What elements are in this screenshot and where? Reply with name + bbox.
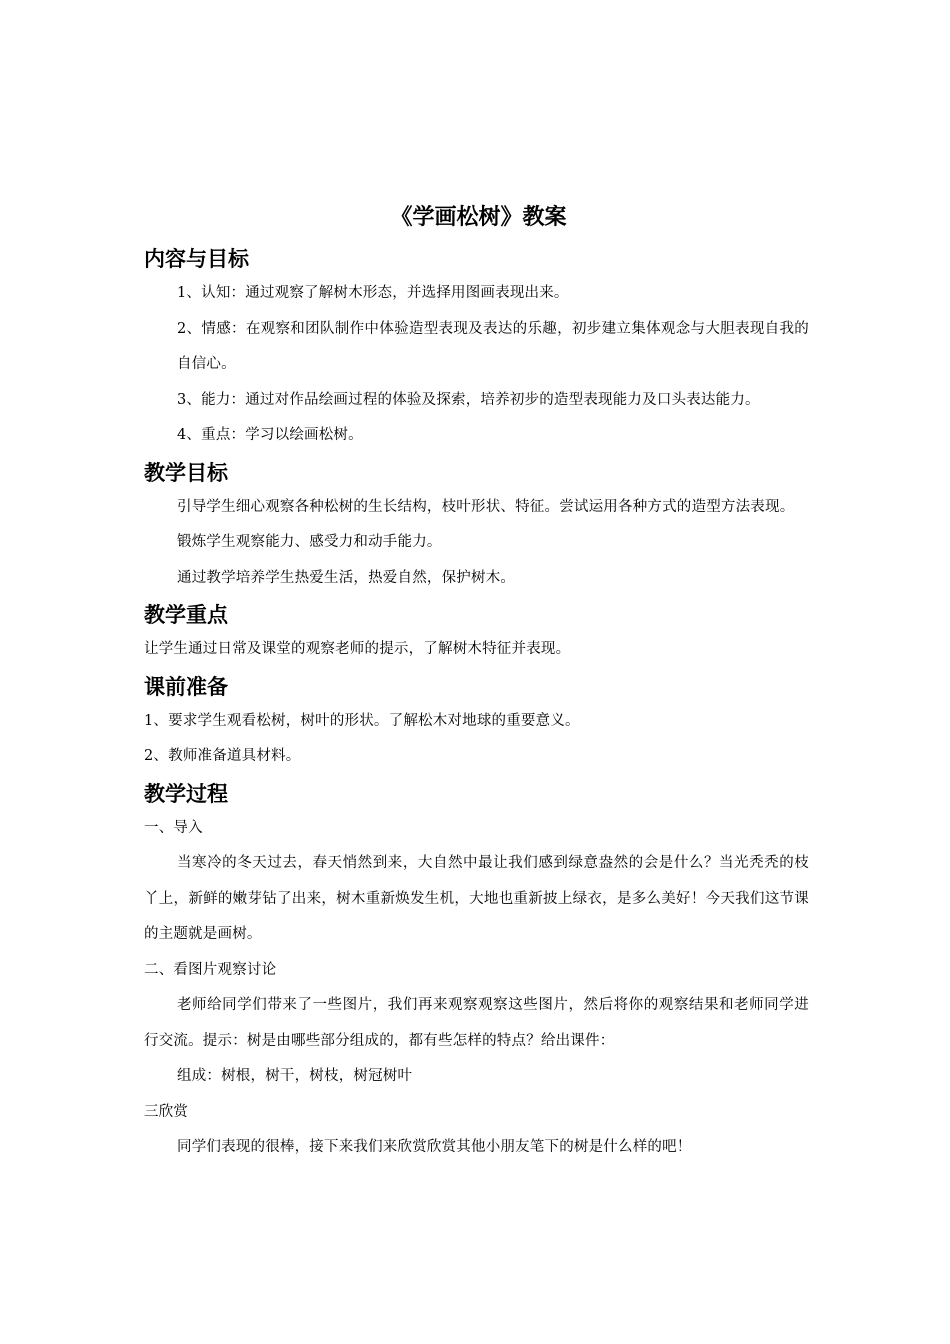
process-step-note: 组成：树根，树干，树枝，树冠树叶	[177, 1068, 413, 1084]
teaching-goal-item: 引导学生细心观察各种松树的生长结构，枝叶形状、特征。尝试运用各种方式的造型方法表现。	[177, 498, 795, 515]
content-goal-item: 2、情感：在观察和团队制作中体验造型表现及表达的乐趣，初步建立集体观念与大胆表现自我的自信心。	[177, 320, 809, 372]
document-title: 《学画松树》教案	[390, 205, 567, 230]
content-goal-item: 3、能力：通过对作品绘画过程的体验及探索，培养初步的造型表现能力及口头表达能力。	[177, 391, 760, 408]
section-heading-process: 教学过程	[144, 781, 228, 806]
process-step-text: 当寒冷的冬天过去，春天悄然到来，大自然中最让我们感到绿意盎然的会是什么？当光秃秃的枝丫上，新鲜的嫩芽钻了出来，树木重新焕发生机，大地也重新披上绿衣，是多么美好！今天我们这节课的主题就是画树。	[144, 855, 809, 942]
section-heading-content-goals: 内容与目标	[144, 247, 249, 271]
section-heading-preparation: 课前准备	[144, 674, 228, 699]
process-step-text: 同学们表现的很棒，接下来我们来欣赏欣赏其他小朋友笔下的树是什么样的吧！	[177, 1139, 692, 1155]
process-step-title: 一、导入	[144, 819, 203, 836]
process-step-title: 二、看图片观察讨论	[144, 961, 277, 978]
teaching-goal-item: 通过教学培养学生热爱生活，热爱自然，保护树木。	[177, 569, 516, 586]
key-points-text: 让学生通过日常及课堂的观察老师的提示，了解树木特征并表现。	[144, 641, 571, 657]
section-heading-key-points: 教学重点	[144, 603, 228, 627]
process-step-title: 三欣赏	[144, 1103, 189, 1120]
preparation-item: 2、教师准备道具材料。	[144, 748, 301, 764]
process-step-text: 老师给同学们带来了一些图片，我们再来观察观察这些图片，然后将你的观察结果和老师同学进行交流。提示：树是由哪些部分组成的，都有些怎样的特点？给出课件：	[144, 997, 809, 1049]
content-goal-item: 1、认知：通过观察了解树木形态，并选择用图画表现出来。	[177, 285, 569, 301]
preparation-item: 1、要求学生观看松树，树叶的形状。了解松木对地球的重要意义。	[144, 712, 580, 729]
document-page	[144, 196, 809, 1166]
teaching-goal-item: 锻炼学生观察能力、感受力和动手能力。	[177, 534, 442, 550]
section-heading-teaching-goals: 教学目标	[144, 460, 228, 485]
content-goal-item: 4、重点：学习以绘画松树。	[177, 427, 363, 443]
